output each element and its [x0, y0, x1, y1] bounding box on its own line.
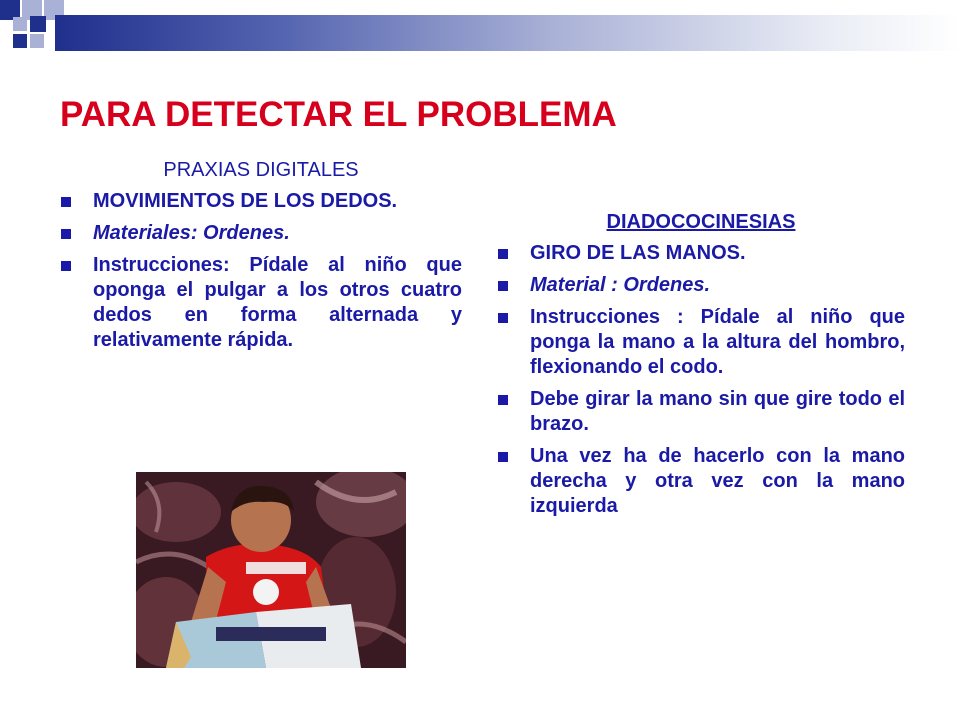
child-reading-photo: [136, 472, 406, 668]
header-gradient-bar: [55, 15, 960, 51]
list-item: [497, 241, 905, 266]
square-bullet-icon: [498, 281, 508, 291]
square-bullet-icon: [498, 452, 508, 462]
list-item-text: GIRO DE LAS MANOS.: [530, 242, 746, 264]
square-bullet-icon: [498, 313, 508, 323]
list-item-text: Instrucciones: Pídale al niño que oponga el pulgar a los otros cuatro dedos en forma alternada y relativamente rápida.: [93, 254, 462, 351]
list-item-text: Material : Ordenes.: [530, 274, 711, 296]
header-decoration: [0, 0, 960, 60]
list-item: [497, 387, 905, 437]
right-column-heading: DIADOCOCINESIAS: [606, 211, 796, 233]
square-bullet-icon: [61, 197, 71, 207]
child-reading-illustration: [136, 472, 406, 668]
left-bullet-list: [60, 189, 462, 353]
left-column: [60, 158, 462, 353]
square-bullet-icon: [498, 249, 508, 259]
list-item-text: Materiales: Ordenes.: [93, 222, 290, 244]
list-item-text: Debe girar la mano sin que gire todo el brazo.: [530, 388, 905, 435]
list-item: [60, 221, 462, 246]
square-bullet-icon: [61, 261, 71, 271]
slide-title: PARA DETECTAR EL PROBLEMA: [60, 95, 617, 134]
square-bullet-icon: [498, 395, 508, 405]
list-item: [497, 273, 905, 298]
deco-square: [30, 16, 46, 32]
list-item-text: MOVIMIENTOS DE LOS DEDOS.: [93, 190, 398, 212]
list-item: [497, 444, 905, 519]
list-item-text: Una vez ha de hacerlo con la mano derecha y otra vez con la mano izquierda: [530, 445, 905, 517]
left-column-heading: PRAXIAS DIGITALES: [163, 159, 359, 181]
square-bullet-icon: [61, 229, 71, 239]
deco-square: [13, 34, 27, 48]
list-item-text: Instrucciones : Pídale al niño que ponga la mano a la altura del hombro, flexionando el codo.: [530, 306, 905, 378]
right-bullet-list: [497, 241, 905, 519]
deco-square: [30, 34, 44, 48]
list-item: [497, 305, 905, 380]
list-item: [60, 189, 462, 214]
list-item: [60, 253, 462, 353]
right-column: [497, 210, 905, 519]
deco-square: [13, 17, 27, 31]
